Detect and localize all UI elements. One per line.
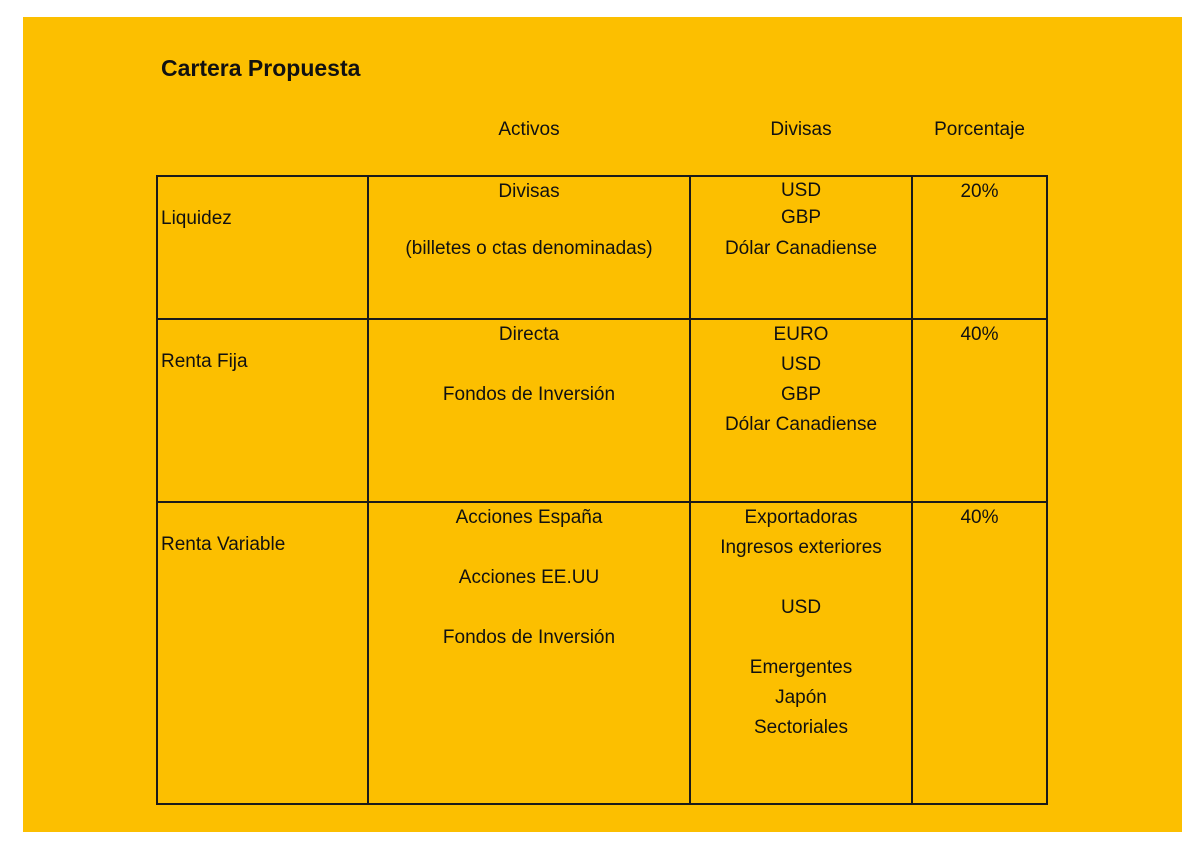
column-header-porcentaje: Porcentaje <box>934 119 1025 140</box>
page-title: Cartera Propuesta <box>161 55 361 81</box>
currencies-cell[interactable] <box>690 319 912 502</box>
currencies-cell[interactable] <box>690 502 912 804</box>
category-cell[interactable] <box>157 502 368 804</box>
table-row-renta-fija <box>157 319 1047 502</box>
currency-item: EURO <box>773 324 829 345</box>
asset-item: (billetes o ctas denominadas) <box>405 238 653 259</box>
assets-cell[interactable] <box>368 502 690 804</box>
table-row-liquidez <box>157 176 1047 319</box>
column-header-divisas: Divisas <box>770 119 832 140</box>
currency-item: GBP <box>780 384 822 405</box>
percentage-cell[interactable] <box>912 176 1047 319</box>
percentage-value: 40% <box>960 507 999 528</box>
percentage-value: 40% <box>960 324 999 345</box>
currency-item: Ingresos exteriores <box>720 537 882 558</box>
currency-item: Dólar Canadiense <box>724 238 878 259</box>
asset-item: Directa <box>498 324 560 345</box>
currency-item: USD <box>780 180 822 201</box>
assets-cell[interactable] <box>368 319 690 502</box>
asset-item: Fondos de Inversión <box>442 627 616 648</box>
category-label: Liquidez <box>161 208 232 229</box>
currency-item: USD <box>780 597 822 618</box>
category-cell[interactable] <box>157 319 368 502</box>
column-header-activos: Activos <box>498 119 560 140</box>
asset-item: Divisas <box>498 181 560 202</box>
currency-item: Japón <box>775 687 827 708</box>
table-row-renta-variable <box>157 502 1047 804</box>
asset-item: Acciones España <box>455 507 603 528</box>
asset-item: Acciones EE.UU <box>458 567 600 588</box>
percentage-value: 20% <box>960 181 999 202</box>
category-cell[interactable] <box>157 176 368 319</box>
category-label: Renta Variable <box>161 534 286 555</box>
currency-item: Emergentes <box>749 657 853 678</box>
currency-item: Exportadoras <box>744 507 858 528</box>
currency-item: Sectoriales <box>754 717 848 738</box>
percentage-cell[interactable] <box>912 319 1047 502</box>
portfolio-table <box>156 175 1048 805</box>
currency-item: GBP <box>780 207 822 228</box>
assets-cell[interactable] <box>368 176 690 319</box>
asset-item: Fondos de Inversión <box>442 384 616 405</box>
currency-item: USD <box>780 354 822 375</box>
percentage-cell[interactable] <box>912 502 1047 804</box>
category-label: Renta Fija <box>161 351 248 372</box>
currencies-cell[interactable] <box>690 176 912 319</box>
currency-item: Dólar Canadiense <box>724 414 878 435</box>
